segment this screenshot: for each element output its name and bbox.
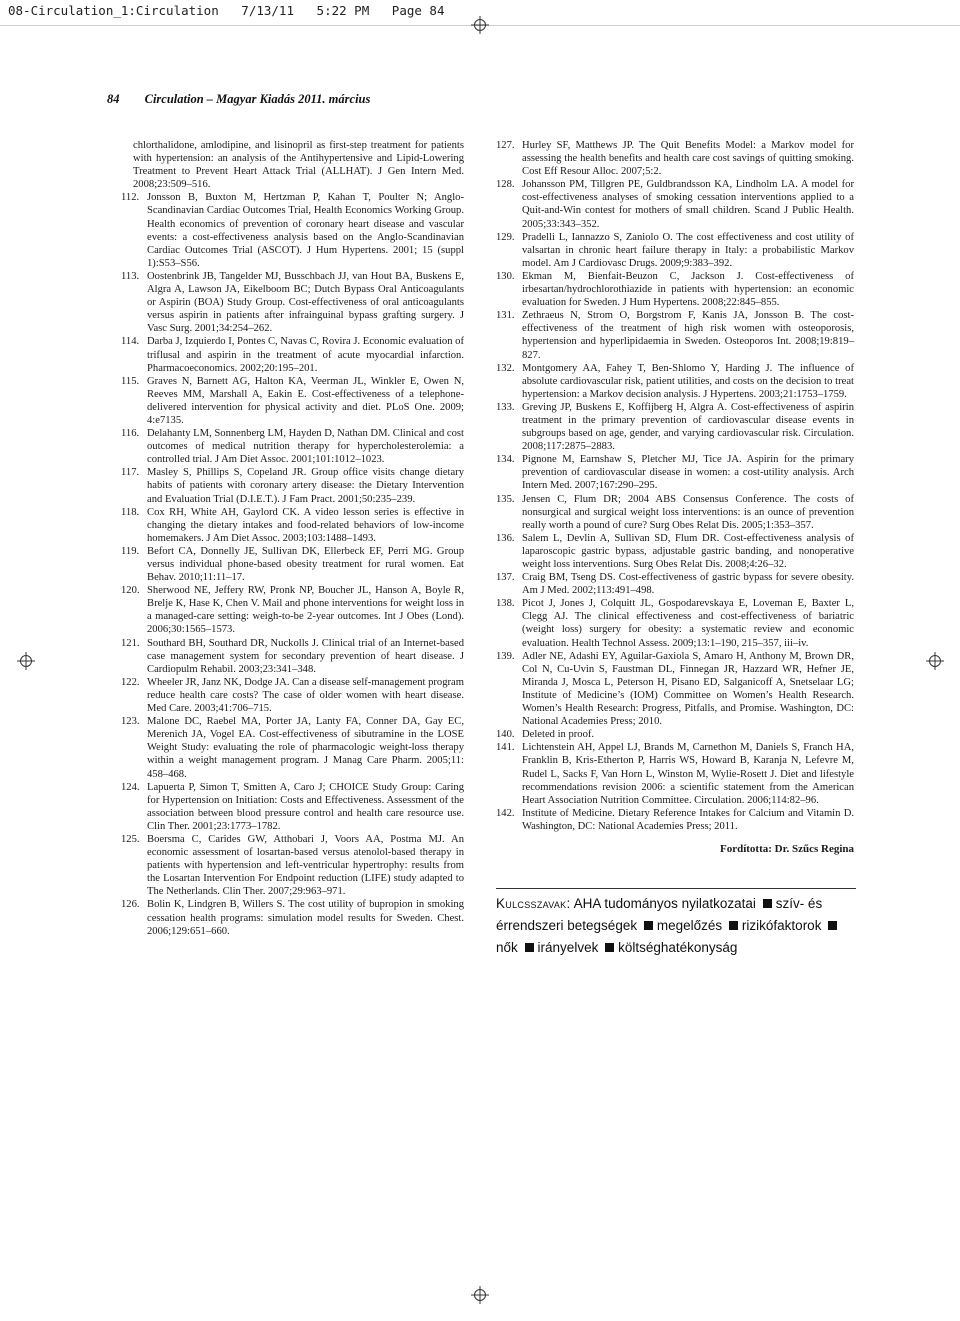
registration-mark-bottom [471, 1286, 489, 1304]
reference-text: Salem L, Devlin A, Sullivan SD, Flum DR. Cost-effectiveness analysis of laparoscopic gastric bypass, adjustable gastric banding, and nonoperative weight loss interventions. Surg Obes Relat Dis. 2008;4:26–32. [522, 532, 854, 570]
reference-text: Malone DC, Raebel MA, Porter JA, Lanty FA, Conner DA, Gay EC, Merenich JA, Vogel EA. Cost-effectiveness of sibutramine in the LOSE Weight Study: evaluating the role of pharmacologic weight-loss therapy within a weight management program. J Manag Care Pharm. 2005;11: 458–468. [147, 716, 464, 780]
reference-number: 114. [121, 336, 140, 348]
reference-number: 123. [121, 716, 140, 728]
bullet-square-icon [828, 921, 837, 930]
reference-text: Greving JP, Buskens E, Koffijberg H, Algra A. Cost-effectiveness of aspirin treatment in the primary prevention of cardiovascular disease events in subgroups based on age, gender, and varying cardiovascular risk. Circulation. 2008;117:2875–2883. [522, 401, 854, 453]
reference-number: 133. [496, 401, 515, 413]
keywords-label: Kulcsszavak: [496, 896, 571, 911]
reference-number: 117. [121, 467, 140, 479]
reference-number: 125. [121, 833, 140, 845]
reference-text: Johansson PM, Tillgren PE, Guldbrandsson KA, Lindholm LA. A model for cost-effectiveness analyses of smoking cessation interventions applied to a Quit-and-Win contest for mothers of small children. Scand J Public Health. 2005;33:343–352. [522, 179, 854, 230]
reference-item [496, 728, 854, 741]
reference-text: Jonsson B, Buxton M, Hertzman P, Kahan T, Poulter N; Anglo-Scandinavian Cardiac Outcomes Trial, Health Economics Working Group. Health economics of prevention of coronary heart disease and vascular events: a cost-effectiveness analysis based on the Anglo-Scandinavian Cardiac Outcomes Trial (ASCOT). J Hum Hypertens. 2001; 15 (suppl 1):S53–S56. [147, 192, 464, 269]
reference-text: Deleted in proof. [522, 729, 595, 741]
reference-column-right [496, 139, 854, 856]
reference-item [496, 532, 854, 571]
keyword: irányelvek [537, 940, 599, 955]
reference-item [496, 401, 854, 453]
reference-text: Graves N, Barnett AG, Halton KA, Veerman JL, Winkler E, Owen N, Reeves MM, Marshall A, Eakin E. Cost-effectiveness of a telephone-delivered intervention for physical activity and diet. PLoS One. 2009; 4:e7135. [147, 375, 464, 426]
keyword: szív- és érrendszeri betegségek [496, 896, 823, 933]
reference-text: Picot J, Jones J, Colquitt JL, Gospodarevskaya E, Loveman E, Baxter L, Clegg AJ. The clinical effectiveness and cost-effectiveness of bariatric (weight loss) surgery for obesity: a systematic review and economic evaluation. Health Technol Assess. 2009;13:1–190, 215–357, iii–iv. [522, 598, 854, 649]
reference-item [121, 545, 464, 584]
reference-number: 137. [496, 572, 515, 584]
reference-text: Hurley SF, Matthews JP. The Quit Benefits Model: a Markov model for assessing the health benefits and health care cost savings of quitting smoking. Cost Eff Resour Alloc. 2007;5:2. [522, 140, 854, 178]
reference-item [121, 139, 464, 191]
reference-text: Oostenbrink JB, Tangelder MJ, Busschbach JJ, van Hout BA, Buskens E, Algra A, Lawson JA, Eikelboom BC; Dutch Bypass Oral Anticoagulants or Aspirin (BOA) Study Group. Cost-effectiveness of oral anticoagulants versus aspirin in patients after infrainguinal bypass grafting surgery. J Vasc Surg. 2001;34:254–262. [147, 270, 464, 335]
reference-item [496, 453, 854, 492]
reference-item [496, 650, 854, 729]
reference-text: Boersma C, Carides GW, Atthobari J, Voors AA, Postma MJ. An economic assessment of losartan-based versus atenolol-based therapy in patients with hypertension and left-ventricular hypertrophy: results from the Losartan Intervention For Endpoint reduction (LIFE) study adapted to The Netherlands. Clin Ther. 2007;29:963–971. [147, 833, 464, 898]
reference-text: Masley S, Phillips S, Copeland JR. Group office visits change dietary habits of patients with coronary artery disease: the Dietary Intervention and Evaluation Trial (D.I.E.T.). J Fam Pract. 2001;50:235–239. [147, 467, 464, 505]
bullet-square-icon [644, 921, 653, 930]
reference-number: 132. [496, 362, 515, 374]
bullet-square-icon [605, 943, 614, 952]
reference-text: Bolin K, Lindgren B, Willers S. The cost utility of bupropion in smoking cessation health programs: simulation model results for Sweden. Chest. 2006;129:651–660. [147, 899, 464, 937]
reference-text: Cox RH, White AH, Gaylord CK. A video lesson series is effective in changing the dietary intakes and food-related behaviors of low-income homemakers. J Am Diet Assoc. 2003;103:1488–1493. [147, 506, 464, 544]
reference-text: Lichtenstein AH, Appel LJ, Brands M, Carnethon M, Daniels S, Franch HA, Franklin B, Kris-Etherton P, Harris WS, Howard B, Karanja N, Lefevre M, Rudel L, Sacks F, Van Horn L, Winston M, Wylie-Rosett J. Diet and lifestyle recommendations revision 2006: a scientific statement from the American Heart Association Nutrition Committee. Circulation. 2006;114:82–96. [522, 742, 854, 806]
reference-number: 141. [496, 742, 515, 754]
reference-item [496, 362, 854, 401]
reference-item [121, 676, 464, 715]
reference-item [121, 191, 464, 270]
reference-column-left [121, 139, 464, 938]
reference-item [496, 807, 854, 833]
reference-item [121, 335, 464, 374]
reference-text: Southard BH, Southard DR, Nuckolls J. Clinical trial of an Internet-based case management system for secondary prevention of heart disease. J Cardiopulm Rehabil. 2003;23:341–348. [147, 637, 464, 675]
reference-number: 119. [121, 545, 140, 557]
reference-item [121, 584, 464, 636]
reference-item [496, 270, 854, 309]
reference-item [496, 139, 854, 178]
reference-item [121, 781, 464, 833]
reference-number: 128. [496, 179, 515, 191]
reference-number: 135. [496, 493, 515, 505]
reference-item [496, 571, 854, 597]
reference-text: Lapuerta P, Simon T, Smitten A, Caro J; CHOICE Study Group: Caring for Hypertension on Initiation: Costs and Effectiveness. Assessment of the association between blood pressure control and health care resource use. Clin Ther. 2001;23:1773–1782. [147, 781, 464, 832]
keywords-box [496, 888, 856, 959]
reference-number: 140. [496, 729, 515, 741]
reference-number: 142. [496, 807, 515, 819]
reference-item [496, 597, 854, 649]
reference-item [496, 309, 854, 361]
reference-number: 121. [121, 637, 140, 649]
print-slug: 08-Circulation_1:Circulation 7/13/11 5:22 PM Page 84 [0, 0, 960, 26]
reference-number: 124. [121, 781, 140, 793]
reference-item [121, 715, 464, 780]
reference-number: 116. [121, 428, 140, 440]
reference-number: 129. [496, 231, 515, 243]
registration-mark-left [17, 652, 35, 670]
page-number: 84 [107, 92, 120, 106]
reference-text: Jensen C, Flum DR; 2004 ABS Consensus Conference. The costs of nonsurgical and surgical weight loss interventions: is an ounce of prevention really worth a pound of cure? Surg Obes Relat Dis. 2005;1:353–357. [522, 493, 854, 531]
reference-number: 134. [496, 454, 515, 466]
reference-item [496, 741, 854, 806]
reference-text: Craig BM, Tseng DS. Cost-effectiveness of gastric bypass for severe obesity. Am J Med. 2002;113:491–498. [522, 572, 854, 597]
reference-text: Wheeler JR, Janz NK, Dodge JA. Can a disease self-management program reduce health care costs? The case of older women with heart disease. Med Care. 2003;41:706–715. [147, 676, 464, 715]
reference-text: Darba J, Izquierdo I, Pontes C, Navas C, Rovira J. Economic evaluation of triflusal and aspirin in the treatment of acute myocardial infarction. Pharmacoeconomics. 2002;20:195–201. [147, 336, 464, 374]
keyword: nők [496, 940, 518, 955]
journal-title: Circulation – Magyar Kiadás 2011. március [144, 92, 371, 106]
reference-text: chlorthalidone, amlodipine, and lisinopril as first-step treatment for patients with hypertension: an analysis of the Antihypertensive and Lipid-Lowering Treatment to Prevent Heart Attack Trial (ALLHAT). J Gen Intern Med. 2008;23:509–516. [133, 140, 464, 191]
registration-mark-top [471, 16, 489, 34]
reference-number: 112. [121, 192, 140, 204]
reference-number: 120. [121, 585, 140, 597]
reference-text: Pignone M, Earnshaw S, Pletcher MJ, Tice JA. Aspirin for the primary prevention of cardiovascular disease in women: a cost-utility analysis. Arch Intern Med. 2007;167:290–295. [522, 454, 854, 492]
reference-number: 118. [121, 506, 140, 518]
reference-item [121, 637, 464, 676]
reference-number: 138. [496, 598, 515, 610]
keyword: költséghatékonyság [618, 940, 738, 955]
reference-text: Delahanty LM, Sonnenberg LM, Hayden D, Nathan DM. Clinical and cost outcomes of medical nutrition therapy for hypercholesterolemia: a controlled trial. J Am Diet Assoc. 2001;101:1012–1023. [147, 428, 464, 466]
registration-mark-right [926, 652, 944, 670]
reference-item [121, 833, 464, 898]
reference-item [121, 466, 464, 505]
reference-item [121, 898, 464, 937]
reference-text: Adler NE, Adashi EY, Aguilar-Gaxiola S, Amaro H, Anthony M, Brown DR, Col N, Cu-Uvin S, Faustman DL, Finnegan JR, Hazzard WR, Hefner JE, Miranda J, Mosca L, Peterson H, Pisano ED, Salganicoff A, Snetselaar LG; Institute of Medicine’s (IOM) Committee on Women’s Health Research. Women’s Health Research: Progress, Pitfalls, and Promise. Washington, DC: National Academies Press; 2010. [522, 650, 854, 728]
reference-text: Sherwood NE, Jeffery RW, Pronk NP, Boucher JL, Hanson A, Boyle R, Brelje K, Hase K, Chen V. Mail and phone interventions for weight loss in a managed-care setting: weigh-to-be 2-year outcomes. Int J Obes (Lond). 2006;30:1565–1573. [147, 585, 464, 636]
reference-number: 126. [121, 899, 140, 911]
reference-item [496, 178, 854, 230]
reference-text: Befort CA, Donnelly JE, Sullivan DK, Ellerbeck EF, Perri MG. Group versus individual phone-based obesity treatment for rural women. Eat Behav. 2010;11:11–17. [147, 545, 464, 584]
reference-item [121, 506, 464, 545]
reference-text: Ekman M, Bienfait-Beuzon C, Jackson J. Cost-effectiveness of irbesartan/hydrochlorothiazide in patients with hypertension: an economic evaluation for Sweden. J Hum Hypertens. 2008;22:845–855. [522, 270, 854, 309]
translator-credit: Fordította: Dr. Szűcs Regina [719, 842, 854, 855]
reference-item [121, 270, 464, 335]
reference-number: 139. [496, 650, 515, 662]
reference-text: Pradelli L, Iannazzo S, Zaniolo O. The cost effectiveness and cost utility of valsartan in chronic heart failure therapy in Italy: a probabilistic Markov model. Am J Cardiovasc Drugs. 2009;9:383–392. [522, 231, 854, 269]
bullet-square-icon [763, 899, 772, 908]
reference-number: 136. [496, 532, 515, 544]
reference-text: Zethraeus N, Strom O, Borgstrom F, Kanis JA, Jonsson B. The cost-effectiveness of the treatment of high risk women with osteoporosis, hypertension and hyperlipidaemia in Sweden. Osteoporos Int. 2008;19:819–827. [522, 310, 854, 361]
reference-number: 131. [496, 310, 515, 322]
keyword: megelőzés [656, 918, 723, 933]
reference-number: 113. [121, 270, 140, 282]
reference-item [496, 493, 854, 532]
bullet-square-icon [729, 921, 738, 930]
reference-text: Montgomery AA, Fahey T, Ben-Shlomo Y, Harding J. The influence of absolute cardiovascular risk, patient utilities, and costs on the decision to treat hypertension: a Markov decision analysis. J Hypertens. 2003;21:1753–1759. [522, 362, 854, 400]
reference-item [121, 375, 464, 427]
reference-number: 127. [496, 140, 515, 151]
reference-item [121, 427, 464, 466]
keyword: rizikófaktorok [741, 918, 822, 933]
reference-number: 115. [121, 375, 140, 387]
bullet-square-icon [525, 943, 534, 952]
reference-item [496, 231, 854, 270]
running-head [107, 92, 370, 107]
keyword: AHA tudományos nyilatkozatai [573, 896, 756, 911]
reference-number: 122. [121, 676, 140, 688]
reference-text: Institute of Medicine. Dietary Reference Intakes for Calcium and Vitamin D. Washington, DC: National Academies Press; 2011. [522, 807, 854, 832]
reference-number: 130. [496, 270, 515, 282]
